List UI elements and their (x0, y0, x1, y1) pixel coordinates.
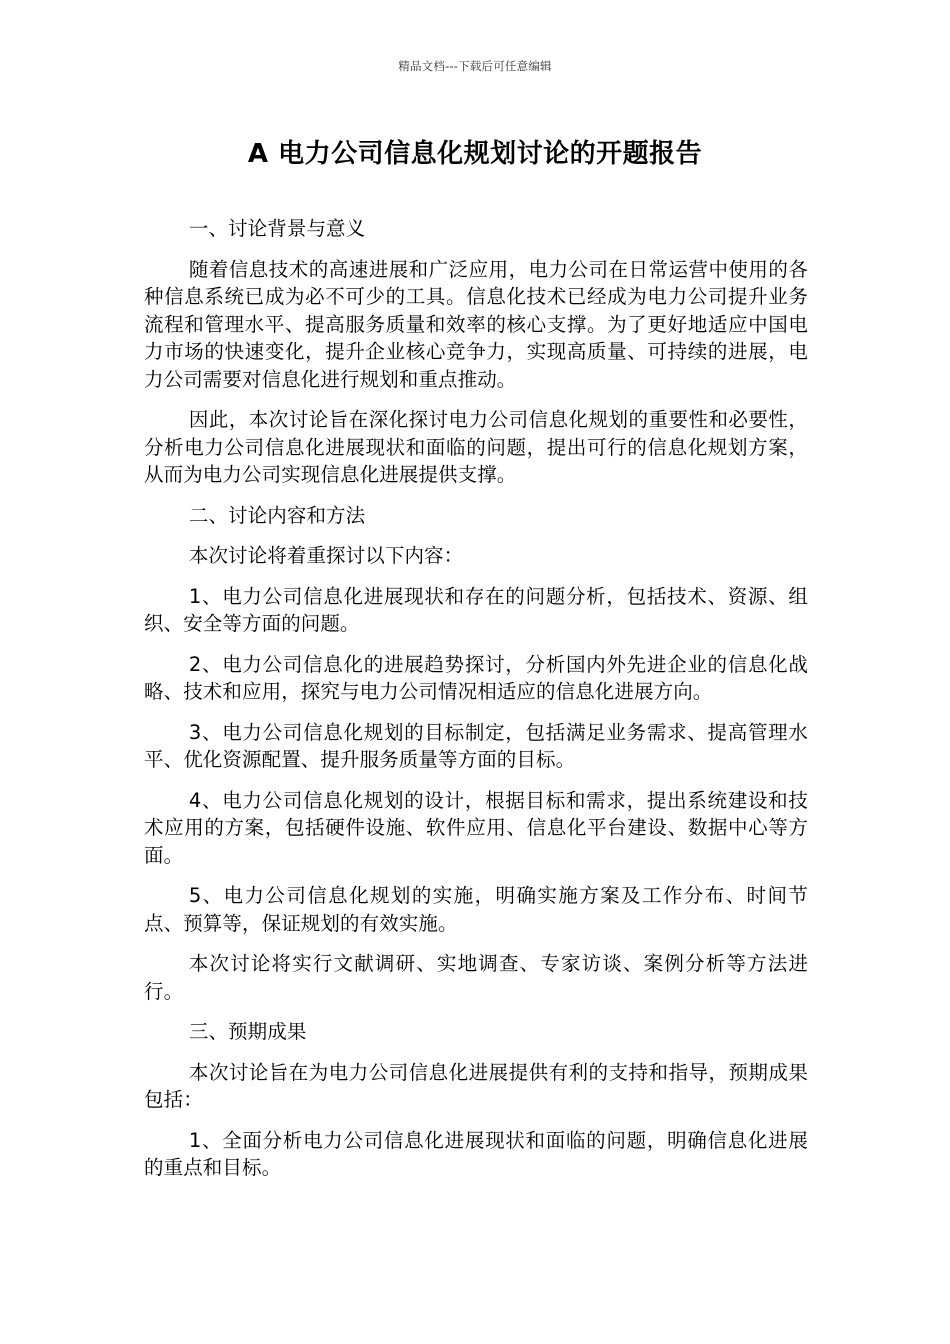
list-item-content-1: 1、电力公司信息化进展现状和存在的问题分析，包括技术、资源、组织、安全等方面的问题。 (144, 584, 808, 635)
list-item-content-2: 2、电力公司信息化的进展趋势探讨，分析国内外先进企业的信息化战略、技术和应用，探究与电力公司情况相适应的信息化进展方向。 (144, 652, 808, 703)
section-heading-expected-results: 三、预期成果 (188, 1020, 307, 1043)
paragraph-methods: 本次讨论将实行文献调研、实地调查、专家访谈、案例分析等方法进行。 (144, 952, 808, 1003)
paragraph-background-1: 随着信息技术的高速进展和广泛应用，电力公司在日常运营中使用的各种信息系统已成为必不可少的工具。信息化技术已经成为电力公司提升业务流程和管理水平、提高服务质量和效率的核心支撑。为了更好地适应中国电力市场的快速变化，提升企业核心竞争力，实现高质量、可持续的进展，电力公司需要对信息化进行规划和重点推动。 (144, 257, 808, 391)
document-title: A 电力公司信息化规划讨论的开题报告 (247, 139, 703, 169)
list-item-results-1: 1、全面分析电力公司信息化进展现状和面临的问题，明确信息化进展的重点和目标。 (144, 1128, 808, 1179)
list-item-content-5: 5、电力公司信息化规划的实施，明确实施方案及工作分布、时间节点、预算等，保证规划的有效实施。 (144, 884, 808, 935)
section-heading-background: 一、讨论背景与意义 (188, 217, 366, 240)
paragraph-background-2: 因此，本次讨论旨在深化探讨电力公司信息化规划的重要性和必要性，分析电力公司信息化进展现状和面临的问题，提出可行的信息化规划方案，从而为电力公司实现信息化进展提供支撑。 (144, 408, 808, 486)
header-note: 精品文档---下载后可任意编辑 (398, 59, 552, 73)
document-body (144, 215, 808, 1195)
list-item-content-3: 3、电力公司信息化规划的目标制定，包括满足业务需求、提高管理水平、优化资源配置、提升服务质量等方面的目标。 (144, 720, 808, 771)
section-heading-content-method: 二、讨论内容和方法 (188, 503, 366, 527)
list-item-content-4: 4、电力公司信息化规划的设计，根据目标和需求，提出系统建设和技术应用的方案，包括硬件设施、软件应用、信息化平台建设、数据中心等方面。 (144, 788, 808, 867)
paragraph-results-intro: 本次讨论旨在为电力公司信息化进展提供有利的支持和指导，预期成果包括： (144, 1060, 808, 1111)
paragraph-content-intro: 本次讨论将着重探讨以下内容： (188, 544, 464, 567)
